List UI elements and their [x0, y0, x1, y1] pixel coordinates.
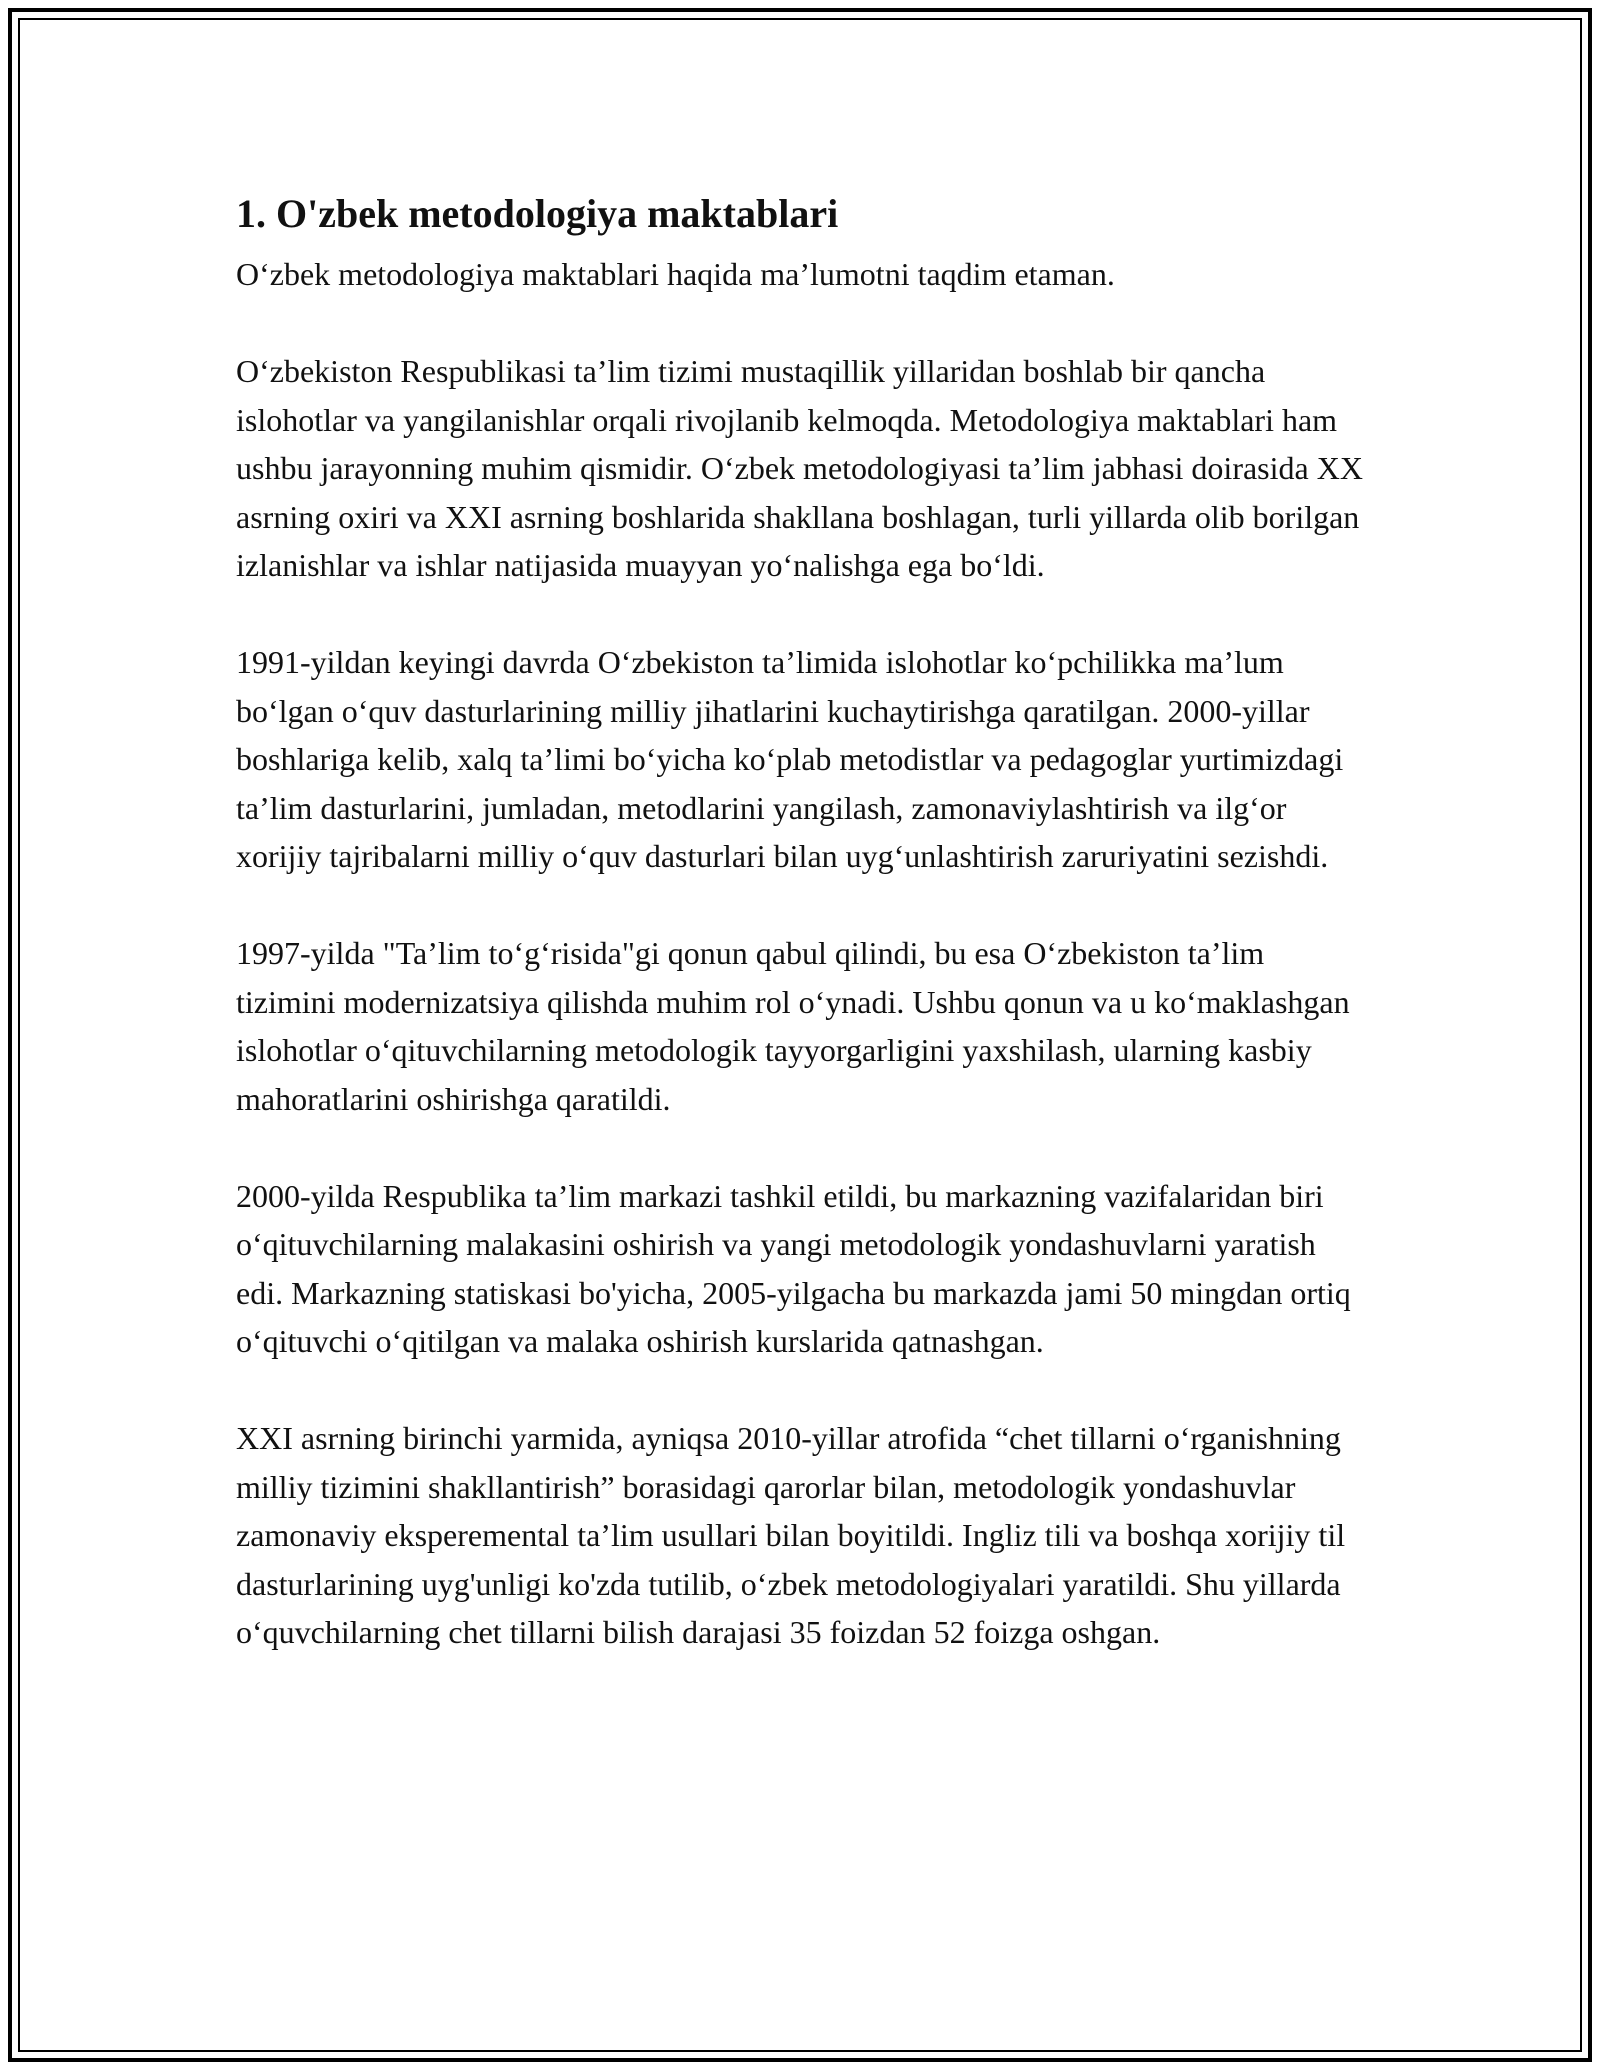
paragraph-2000-center: 2000-yilda Respublika ta’lim markazi tashkil etildi, bu markazning vazifalaridan biri o‘qituvchilarning malakasini oshirish va yangi metodologik yondashuvlarni yaratish edi. Markazning statiskasi bo'yicha, 2005-yilgacha bu markazda jami 50 mingdan ortiq o‘qituvchi o‘qitilgan va malaka oshirish kurslarida qatnashgan. — [236, 1177, 1351, 1359]
paragraph-1997-law: 1997-yilda "Ta’lim to‘g‘risida"gi qonun qabul qilindi, bu esa O‘zbekiston ta’lim tizimini modernizatsiya qilishda muhim rol o‘ynadi. Ushbu qonun va u ko‘maklashgan islohotlar o‘qituvchilarning metodologik tayyorgarligini yaxshilash, ularning kasbiy mahoratlarini oshirishga qaratildi. — [236, 935, 1350, 1117]
paragraph-21st-century: XXI asrning birinchi yarmida, ayniqsa 2010-yillar atrofida “chet tillarni o‘rganishning milliy tizimini shakllantirish” borasidagi qarorlar bilan, metodologik yondashuvlar zamonaviy eksperemental ta’lim usullari bilan boyitildi. Ingliz tili va boshqa xorijiy til dasturlarining uyg'unligi ko'zda tutilib, o‘zbek metodologiyalari yaratildi. Shu yillarda o‘quvchilarning chet tillarni bilish darajasi 35 foizdan 52 foizga oshgan. — [236, 1420, 1346, 1650]
document-body — [236, 188, 1366, 1705]
intro-paragraph: O‘zbek metodologiya maktablari haqida ma’lumotni taqdim etaman. — [236, 256, 1115, 292]
paragraph-1991-reforms: 1991-yildan keyingi davrda O‘zbekiston ta’limida islohotlar ko‘pchilikka ma’lum bo‘lgan o‘quv dasturlarining milliy jihatlarini kuchaytirishga qaratilgan. 2000-yillar boshlariga kelib, xalq ta’limi bo‘yicha ko‘plab metodistlar va pedagoglar yurtimizdagi ta’lim dasturlarini, jumladan, metodlarini yangilash, zamonaviylashtirish va ilg‘or xorijiy tajribalarni milliy o‘quv dasturlari bilan uyg‘unlashtirish zaruriyatini sezishdi. — [236, 644, 1344, 874]
document-title: 1. O'zbek metodologiya maktablari — [236, 191, 839, 236]
paragraph-education-system: O‘zbekiston Respublikasi ta’lim tizimi mustaqillik yillaridan boshlab bir qancha islohotlar va yangilanishlar orqali rivojlanib kelmoqda. Metodologiya maktablari ham ushbu jarayonning muhim qismidir. O‘zbek metodologiyasi ta’lim jabhasi doirasida XX asrning oxiri va XXI asrning boshlarida shakllana boshlagan, turli yillarda olib borilgan izlanishlar va ishlar natijasida muayyan yo‘nalishga ega bo‘ldi. — [236, 353, 1363, 583]
